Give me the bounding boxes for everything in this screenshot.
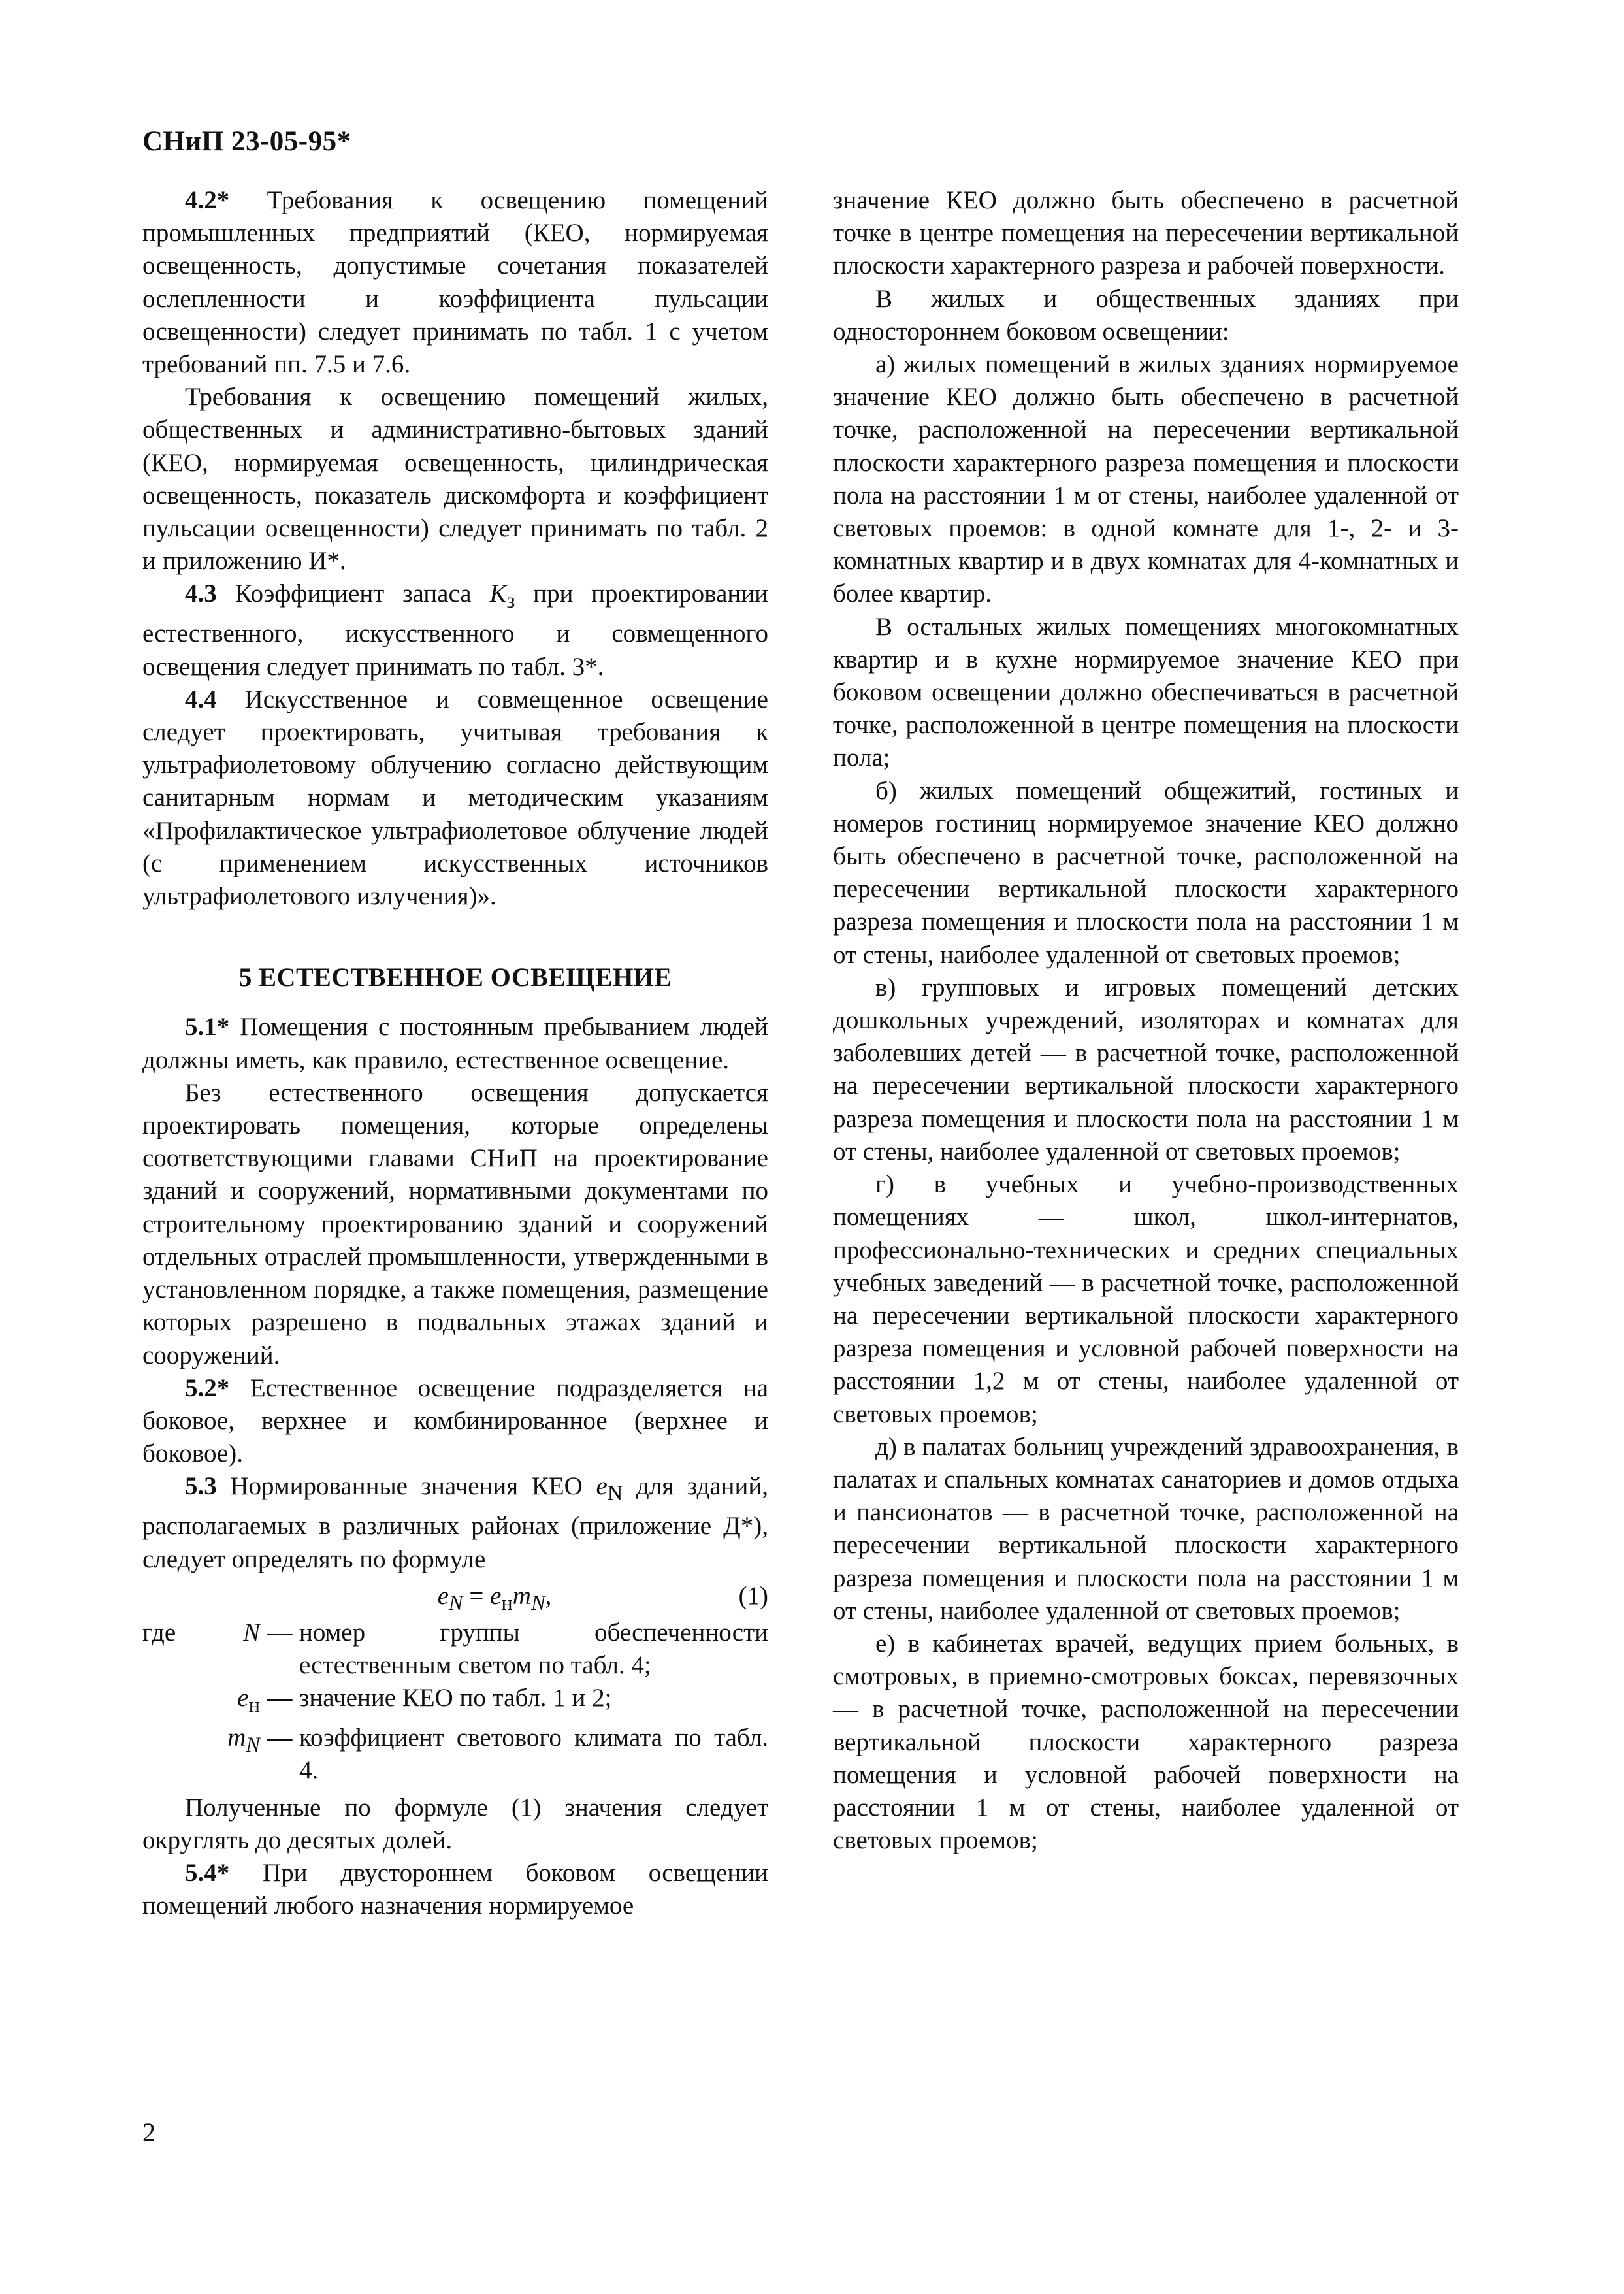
equation-number: (1): [738, 1581, 768, 1610]
paragraph: д) в палатах больниц учреждений здравоохранения, в палатах и спальных комнатах санаториев и домов отдыха и пансионатов — в расчетной точке, расположенной на пересечении вертикальной плоскости характерного разреза помещения и плоскости пола на расстоянии 1 м от стены, наиболее удаленной от световых проемов;: [833, 1432, 1459, 1625]
definition-symbol: [195, 1722, 260, 1787]
paragraph: а) жилых помещений в жилых зданиях нормируемое значение КЕО должно быть обеспечено в расчетной точке, расположенной на пересечении вертикальной плоскости характерного разреза помещения и плоскости пола на расстоянии 1 м от стены, наиболее удаленной от световых проемов: в одной комнате для 1-, 2- и 3-комнатных квартир и в двух комнатах для 4-комнатных и более квартир.: [833, 350, 1459, 608]
symbol: m: [227, 1724, 246, 1752]
paragraph-text: для зданий, располагаемых в различных районах (приложение Д*), следует определять по формуле: [142, 1472, 768, 1573]
symbol-subscript: N: [607, 1482, 623, 1506]
definition-row: [142, 1616, 768, 1682]
formula-r2-sub: N: [530, 1591, 545, 1615]
paragraph-text: при проектировании естественного, искусственного и совмещенного освещения следует принимать по табл. 3*.: [142, 580, 769, 681]
paragraph-text: Полученные по формуле (1) значения следует округлять до десятых долей.: [142, 1793, 768, 1854]
symbol-subscript: н: [248, 1693, 260, 1717]
definition-symbol: [195, 1616, 260, 1682]
left-column: [142, 184, 768, 1922]
paragraph-rounding: [142, 1792, 768, 1857]
paragraph-without-daylight: [142, 1077, 768, 1372]
formula-equals: =: [463, 1581, 491, 1610]
clause-number: 4.3: [185, 580, 217, 608]
definition-text: номер группы обеспеченности естественным светом по табл. 4;: [299, 1618, 768, 1679]
definition-symbol: [195, 1682, 260, 1722]
formula-r2: m: [512, 1581, 531, 1610]
clause-number: 5.1*: [185, 1013, 230, 1041]
paragraph: в) групповых и игровых помещений детских дошкольных учреждений, изоляторах и комнатах для заболевших детей — в расчетной точке, расположенной на пересечении вертикальной плоскости характерного разреза помещения и плоскости пола на расстоянии 1 м от стены, наиболее удаленной от световых проемов;: [833, 973, 1459, 1166]
paragraph-4-3: [142, 578, 768, 683]
paragraph-residential-requirements: [142, 381, 768, 578]
formula-r1-sub: н: [501, 1591, 513, 1615]
section-title: 5 ЕСТЕСТВЕННОЕ ОСВЕЩЕНИЕ: [238, 962, 672, 992]
paragraph-4-4: [142, 683, 768, 913]
paragraph: е) в кабинетах врачей, ведущих прием больных, в смотровых, в приемно-смотровых боксах, перевязочных — в расчетной точке, расположенной на пересечении вертикальной плоскости характерного разреза помещения и условной рабочей поверхности на расстоянии 1 м от стены, наиболее удаленной от световых проемов;: [833, 1629, 1459, 1855]
paragraph: б) жилых помещений общежитий, гостиных и номеров гостиниц нормируемое значение КЕО должно быть обеспечено в расчетной точке, расположенной на пересечении вертикальной плоскости характерного разреза помещения и плоскости пола на расстоянии 1 м от стены, наиболее удаленной от световых проемов;: [833, 776, 1459, 969]
definition-dash: —: [267, 1618, 293, 1647]
definition-row: [142, 1722, 768, 1787]
symbol: N: [242, 1618, 260, 1647]
paragraph: г) в учебных и учебно-производственных помещениях — школ, школ-интернатов, профессионально-технических и средних специальных учебных заведений — в расчетной точке, расположенной на пересечении вертикальной плоскости характерного разреза помещения и условной рабочей поверхности на расстоянии 1,2 м от стены, наиболее удаленной от световых проемов;: [833, 1170, 1459, 1428]
clause-number: 4.2*: [185, 186, 230, 214]
paragraph: В остальных жилых помещениях многокомнатных квартир и в кухне нормируемое значение КЕО при боковом освещении должно обеспечиваться в расчетной точке, расположенной в центре помещения на плоскости пола;: [833, 612, 1459, 772]
formula-r1: e: [490, 1581, 502, 1610]
symbol: K: [489, 580, 507, 608]
paragraph-text: Нормированные значения КЕО: [216, 1472, 596, 1501]
paragraph: В жилых и общественных зданиях при одностороннем боковом освещении:: [833, 284, 1459, 346]
paragraph-4-2: [142, 184, 768, 381]
paragraph-text: Требования к освещению помещений жилых, общественных и административно-бытовых зданий (КЕО, нормируемая освещенность, цилиндрическая освещенность, показатель дискомфорта и коэффициент пульсации освещенности) следует принимать по табл. 2 и приложению И*.: [142, 383, 768, 576]
where-label: где: [142, 1618, 176, 1647]
paragraph-text: Искусственное и совмещенное освещение следует проектировать, учитывая требования к ультрафиолетовому облучению согласно действующим санитарным нормам и методическим указаниям «Профилактическое ультрафиолетовое облучение людей (с применением искусственных источников ультрафиолетового излучения)».: [142, 685, 768, 911]
document-code-header: СНиП 23-05-95*: [142, 126, 351, 157]
page-number: 2: [142, 2118, 155, 2147]
paragraph-text: Требования к освещению помещений промышленных предприятий (КЕО, нормируемая освещенность, допустимые сочетания показателей ослепленности и коэффициента пульсации освещенности) следует принимать по табл. 1 с учетом требований пп. 7.5 и 7.6.: [142, 186, 768, 379]
clause-number: 5.4*: [185, 1858, 230, 1887]
clause-number: 5.3: [185, 1472, 217, 1501]
paragraph-text: Помещения с постоянным пребыванием людей должны иметь, как правило, естественное освещение.: [142, 1013, 768, 1074]
clause-number: 5.2*: [185, 1373, 230, 1402]
formula-tail: ,: [545, 1581, 552, 1610]
paragraph-5-2: [142, 1372, 768, 1471]
paragraph-text: При двустороннем боковом освещении помещений любого назначения нормируемое: [142, 1858, 768, 1920]
paragraph-5-4: [142, 1857, 768, 1922]
paragraph-5-3: [142, 1470, 768, 1575]
formula-lhs: e: [437, 1581, 449, 1610]
paragraph-5-1: [142, 1011, 768, 1076]
paragraph: значение КЕО должно быть обеспечено в расчетной точке в центре помещения на пересечении вертикальной плоскости характерного разреза и рабочей поверхности.: [833, 186, 1459, 280]
symbol: e: [596, 1472, 608, 1501]
paragraph-text: Без естественного освещения допускается проектировать помещения, которые определены соответствующими главами СНиП на проектирование зданий и сооружений, нормативными документами по строительному проектированию зданий и сооружений отдельных отраслей промышленности, утвержденными в установленном порядке, а также помещения, размещение которых разрешено в подвальных этажах зданий и сооружений.: [142, 1078, 768, 1369]
clause-number: 4.4: [185, 685, 217, 713]
definition-row: [142, 1682, 768, 1722]
spacer: [142, 1722, 195, 1787]
symbol: e: [237, 1684, 249, 1712]
definition-dash: —: [267, 1724, 293, 1752]
formula-definitions: [142, 1616, 768, 1788]
right-column: [833, 184, 1459, 1857]
definition-text: коэффициент светового климата по табл. 4.: [299, 1724, 768, 1785]
paragraph-text: Коэффициент запаса: [216, 580, 490, 608]
definition-text: значение КЕО по табл. 1 и 2;: [299, 1684, 612, 1712]
formula-lhs-sub: N: [448, 1591, 463, 1615]
formula-expression: [359, 1580, 552, 1620]
definition-dash: —: [267, 1684, 293, 1712]
formula-1: [142, 1580, 768, 1613]
symbol-subscript: N: [246, 1733, 260, 1757]
symbol-subscript: з: [506, 589, 515, 614]
paragraph-text: Естественное освещение подразделяется на боковое, верхнее и комбинированное (верхнее и боковое).: [142, 1373, 768, 1468]
spacer: [142, 1682, 195, 1722]
